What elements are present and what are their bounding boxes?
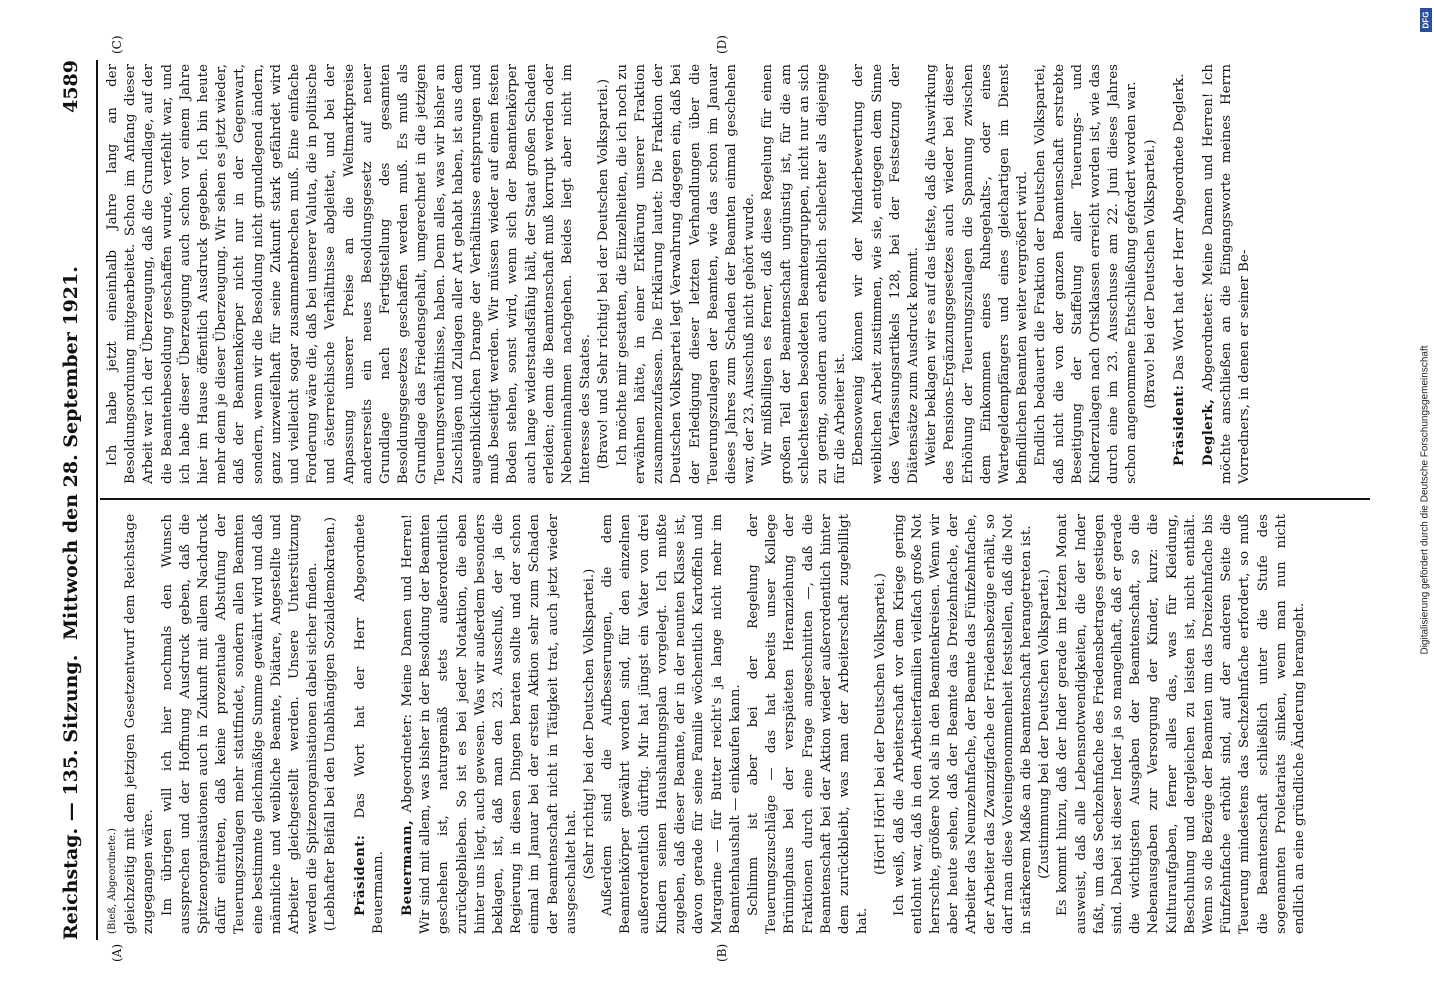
page-header	[60, 60, 92, 940]
paragraph: Ich weiß, daß die Arbeiterschaft vor dem Kriege gering entlohnt war, daß in den Arbeiterfamilien vielfach große Not herrschte, größere Not als in den Beamtenkreisen. Wenn wir aber heute sehen, daß der Beamte das Dreizehnfache, der Arbeiter das Neunzehnfache, der Beamte das Fünfzehnfache, der Arbeiter das Zwanzigfache der Friedensbezüge erhält, so darf man diese Voreingenommenheit feststellen, daß die Not in stärkerem Maße an die Beamtenschaft herangetreten ist.	[891, 514, 1034, 934]
interjection: (Lebhafter Beifall bei den Unabhängigen Sozialdemokraten.)	[323, 516, 339, 932]
speaker-text: Das Wort hat der Herr Abgeordnete Deglerk.	[1171, 73, 1187, 381]
paragraph: Wir mißbilligen es ferner, daß diese Regelung für einen großen Teil der Beamtenschaft ungünstig ist, für die am schlechtesten besoldeten Beamtengruppen, nicht nur an sich zu gering, sondern auch erheblich schlechter als diejenige für die Arbeiter ist.	[760, 64, 849, 484]
right-column	[104, 64, 1255, 484]
interjection: (Bravo! bei der Deutschen Volkspartei.)	[1142, 139, 1158, 409]
speaker-text: Abgeordneter: Meine Damen und Herren! Wir sind mit allem, was bisher in der Besoldung der Beamten geschehen ist, naturgemäß stets außerordentlich zurückgeblieben. So ist es bei jeder Notaktion, die eben hinter uns liegt, auch gewesen. Was wir außerdem besonders beklagen, ist, daß man den 23. Ausschuß, der ja die Regierung in diesen Dingen beraten sollte und der schon einmal im Januar bei der ersten Aktion sehr zum Schaden der Beamtenschaft nicht in Tätigkeit trat, auch jetzt wieder ausgeschaltet hat.	[400, 513, 579, 934]
margin-marker-b: (B)	[715, 943, 729, 962]
paragraph: Weiter beklagen wir es auf das tiefste, daß die Auswirkung des Pensions-Ergänzungsgesetzes auch wieder bei dieser Erhöhung der Teuerungszulagen die Spannung zwischen dem Einkommen eines Ruhegehalts-, oder eines Wartegeldempfängers und eines gleichartigen im Dienst befindlichen Beamten weiter vergrößert wird.	[924, 64, 1031, 484]
header-rule	[96, 60, 98, 940]
margin-marker-a: (A)	[110, 943, 124, 962]
margin-marker-c: (C)	[110, 35, 124, 54]
paragraph: gleichzeitig mit dem jetzigen Gesetzentwurf dem Reichstage zugegangen wäre.	[123, 514, 157, 934]
speaker-name: Präsident:	[1170, 384, 1187, 466]
interjection: (Hört! Hört! bei der Deutschen Volkspartei.)	[873, 573, 889, 875]
paragraph: Es kommt hinzu, daß der Inder gerade im letzten Monat ausweist, daß alle Lebensnotwendigkeiten, die der Inder faßt, um das Sechzehnfache des Friedensbetrages gestiegen sind. Dabei ist dieser Inder ja so mangelhaft, daß er gerade die wichtigsten Ausgaben der Beamtenschaft, so die Nebenausgaben zur Versorgung der Kinder, kurz: die Kulturaufgaben, ferner alles das, was für Kleidung, Beschuhung und dergleichen zu leisten ist, nicht enthält. Wenn so die Bezüge der Beamten um das Dreizehnfache bis Fünfzehnfache erhöht sind, auf der anderen Seite die Teuerung mindestens das Sechzehnfache erfordert, so muß die Beamtenschaft schließlich unter die Stufe des sogenannten Proletariats sinken, wenn man nun nicht endlich an eine gründliche Änderung herangeht.	[1055, 514, 1307, 934]
margin-marker-d: (D)	[715, 35, 729, 54]
paragraph: Im übrigen will ich hier nochmals den Wunsch aussprechen und der Hoffnung Ausdruck geben, daß die Spitzenorganisationen auch in Zukunft mit allem Nachdruck dafür eintreten, daß keine prozentuale Abstufung der Teuerungszulagen mehr stattfindet, sondern allen Beamten eine bestimmte gleichmäßige Summe gewährt wird und daß männliche und weibliche Beamte, Diätare, Angestellte und Arbeiter gleichgestellt werden. Unsere Unterstützung werden die Spitzenorganisationen dabei sicher finden.	[159, 514, 321, 934]
speaker-paragraph	[1199, 64, 1255, 484]
page-number: 4589	[60, 60, 82, 113]
dfg-logo	[1420, 8, 1432, 32]
paragraph: Ich möchte mir gestatten, die Einzelheiten, die ich noch zu erwähnen hätte, in einer Erklärung unserer Fraktion zusammenzufassen. Die Erklärung lautet: Die Fraktion der Deutschen Volkspartei legt Verwahrung dagegen ein, daß bei der Erledigung dieser letzten Verhandlungen über die Teuerungszulagen der Beamten, wie das schon im Januar dieses Jahres zum Schaden der Beamten einmal geschehen war, der 23. Ausschuß nicht gehört wurde.	[614, 64, 758, 484]
column-divider	[100, 498, 1370, 500]
credit-text: Digitalisierung gefördert durch die Deutsche Forschungsgemeinschaft	[1419, 345, 1431, 655]
speaker-text: Das Wort hat der Herr Abgeordnete Beuermann.	[352, 514, 386, 934]
paragraph: Außerdem sind die Aufbesserungen, die dem Beamtenkörper gewährt worden sind, für den einzelnen außerordentlich dürftig. Mir hat jüngst ein Vater von drei Kindern seinen Haushaltungsplan vorgelegt. Ich mußte zugeben, daß dieser Beamte, der in der neunten Klasse ist, davon gerade für seine Familie wöchentlich Kartoffeln und Margarine — für Butter reicht's ja lange nicht mehr im Beamtenhaushalt — einkaufen kann.	[600, 514, 743, 934]
speaker-name: Beuermann,	[399, 819, 416, 916]
paragraph: Ebensowenig können wir der Minderbewertung der weiblichen Arbeit zustimmen, wie sie, entgegen dem Sinne des Verfassungsartikels 128, bei der Festsetzung der Diätensätze zum Ausdruck kommt.	[851, 64, 921, 484]
paragraph: Schlimm ist aber bei der Regelung der Teuerungszuschläge — das hat bereits unser Kollege Brüninghaus bei der verspäteten Heranziehung der Fraktionen durch eine Frage angeschnitten —, daß die Beamtenschaft bei der Aktion wieder außerordentlich hinter dem zurückbleibt, was man der Arbeiterschaft zugebilligt hat.	[745, 514, 871, 934]
interjection: (Sehr richtig! bei der Deutschen Volkspartei.)	[582, 568, 598, 880]
interjection: (Bravo! und Sehr richtig! bei der Deutschen Volkspartei.)	[596, 78, 612, 470]
paragraph: Endlich bedauert die Fraktion der Deutschen Volkspartei, daß nicht die von der ganzen Beamtenschaft erstrebte Beseitigung der Staffelung aller Teuerungs- und Kinderzulagen nach Ortsklassen erreicht worden ist, wie das durch eine im 23. Ausschusse am 22. Juni dieses Jahres schon angenommene Entschließung gefordert worden war.	[1033, 64, 1140, 484]
speaker-paragraph	[398, 514, 581, 934]
digitization-credit	[1418, 10, 1432, 990]
header-left: Reichstag. — 135. Sitzung.	[60, 654, 82, 940]
speaker-name: Präsident:	[351, 834, 368, 916]
interjection: (Zustimmung bei der Deutschen Volkspartei.)	[1037, 569, 1053, 879]
paragraph: Ich habe jetzt eineinhalb Jahre lang an der Besoldungsordnung mitgearbeitet. Schon im Anfang dieser Arbeit war ich der Überzeugung, daß die Grundlage, auf der die Beamtenbesoldung geschaffen wurde, verfehlt war, und ich habe dieser Überzeugung auch schon vor einem Jahre hier im Hause öffentlich Ausdruck gegeben. Ich bin heute mehr denn je dieser Überzeugung. Wir sehen es jetzt wieder, daß der Beamtenkörper nicht nur in der Gegenwart, sondern, wenn wir die Besoldung nicht grundlegend ändern, ganz unzweifelhaft für seine Zukunft stark gefährdet wird und vielleicht sogar zusammenbrechen muß. Eine einfache Forderung wäre die, daß bei unserer Valuta, die in politische und österreichische Verhältnisse abgleitet, und bei der Anpassung unserer Preise an die Weltmarktpreise andererseits ein neues Besoldungsgesetz auf neuer Grundlage nach Fertigstellung des gesamten Besoldungsgesetzes geschaffen werden muß. Es muß als Grundlage das Friedensgehalt, umgerechnet in die jetzigen Teuerungsverhältnisse, haben. Denn alles, was wir bisher an Zuschlägen und Zulagen aller Art gehabt haben, ist aus dem augenblicklichen Drange der Verhältnisse entsprungen und muß beseitigt werden. Wir müssen wieder auf einem festen Boden stehen, sonst wird, wenn sich der Beamtenkörper auch lange widerstandsfähig hält, der Staat großen Schaden erleiden; denn die Beamtenschaft muß korrupt werden oder Nebeneinnahmen nachgehen. Beides liegt aber nicht im Interesse des Staates.	[105, 64, 594, 484]
speaker-tag: (Bieß, Abgeordnete.)	[107, 828, 118, 934]
left-column	[104, 514, 1309, 934]
speaker-text: Abgeordneter: Meine Damen und Herren! Ich möchte anschließen an die Eingangsworte meines Herrn Vorredners, in denen er seiner Be-	[1200, 64, 1253, 484]
dfg-logo-text: DFG	[1421, 11, 1431, 29]
header-center: Mittwoch den 28. September 1921.	[60, 266, 82, 640]
speaker-name: Deglerk,	[1199, 398, 1216, 466]
speaker-paragraph	[1170, 64, 1189, 484]
speaker-paragraph	[351, 514, 388, 934]
